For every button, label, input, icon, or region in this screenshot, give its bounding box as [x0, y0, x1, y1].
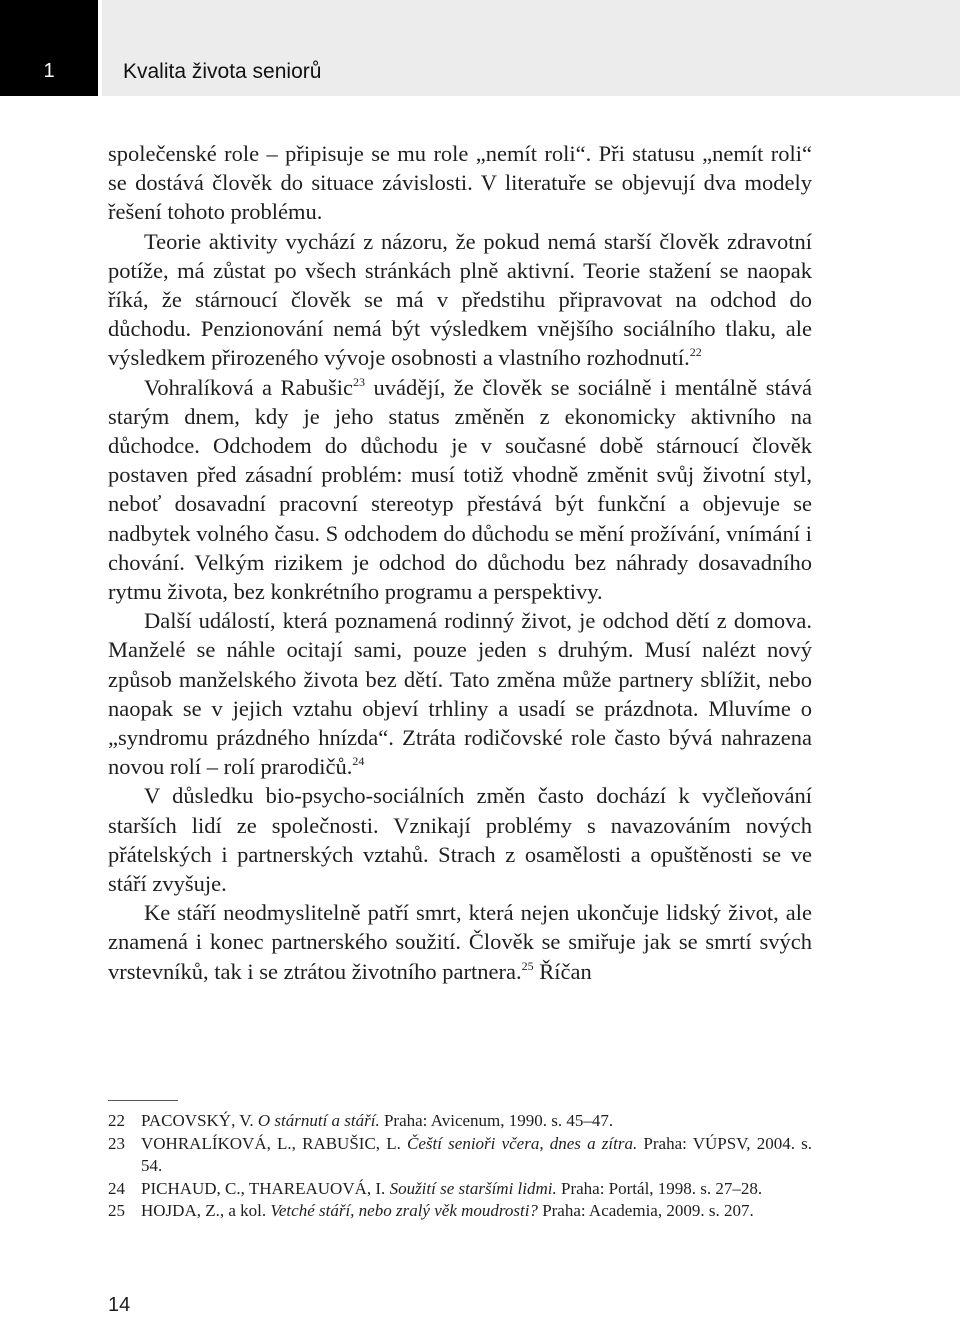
- footnote-number: 24: [108, 1178, 125, 1198]
- footnote-title: Soužití se staršími lidmi.: [389, 1178, 557, 1198]
- paragraph-text: Teorie aktivity vychází z názoru, že pokud nemá starší člověk zdravotní potíže, má zůstat po všech stránkách plně aktivní. Teorie stažení se naopak říká, že stárnoucí člověk se má v předstihu připravovat na odchod do důchodu. Penzionování nemá být výsledkem vnějšího sociálního tlaku, ale výsledkem přirozeného vývoje osobnosti a vlastního rozhodnutí.: [108, 228, 812, 371]
- chapter-title: Kvalita života seniorů: [102, 0, 960, 96]
- paragraph: [108, 898, 812, 986]
- footnote: [108, 1200, 812, 1223]
- footnote-author: VOHRALÍKOVÁ, L., RABUŠIC, L.: [141, 1133, 408, 1153]
- footnote-number: 23: [108, 1133, 125, 1153]
- footnote-title: O stárnutí a stáří.: [257, 1111, 380, 1130]
- paragraph-text: společenské role – připisuje se mu role „nemít roli“. Při statusu „nemít roli“ se dostává člověk do situace závislosti. V literatuře se objevují dva modely řešení tohoto problému.: [108, 141, 812, 225]
- running-header: [0, 0, 960, 96]
- paragraph-text: Další událostí, která poznamená rodinný život, je odchod dětí z domova. Manželé se náhle ocitají sami, pouze jeden s druhým. Musí nalézt nový způsob manželského života bez dětí. Tato změna může partnery sblížit, nebo naopak se v jejich vztahu objeví trhliny a usadí se prázdnota. Mluvíme o „syndromu prázdného hnízda“. Ztráta rodičovské role často bývá nahrazena novou rolí – rolí prarodičů.: [108, 608, 812, 780]
- footnote-ref[interactable]: 22: [689, 345, 702, 360]
- footnote-publication: Praha: Avicenum, 1990. s. 45–47.: [379, 1111, 614, 1130]
- footnote: [108, 1178, 812, 1201]
- footnote-number: 25: [108, 1201, 125, 1220]
- footnote-author: PACOVSKÝ, V.: [141, 1111, 258, 1130]
- footnote-publication: Praha: VÚPSV, 2004. s. 54.: [141, 1133, 813, 1175]
- page-number: 14: [108, 1294, 131, 1316]
- paragraph: [108, 606, 812, 781]
- paragraph: [108, 139, 812, 227]
- footnote-author: HOJDA, Z., a kol.: [141, 1201, 271, 1220]
- footnote-author: PICHAUD, C., THAREAUOVÁ, I.: [141, 1178, 390, 1198]
- body-text: [108, 139, 812, 986]
- footnote-number: 22: [108, 1111, 125, 1130]
- chapter-number: 1: [0, 0, 98, 96]
- paragraph-text: Říčan: [533, 958, 592, 984]
- footnote: [108, 1133, 812, 1178]
- footnote-publication: Praha: Portál, 1998. s. 27–28.: [556, 1178, 763, 1198]
- paragraph-text: Vohralíková a Rabušic: [144, 374, 353, 400]
- paragraph: [108, 227, 812, 373]
- paragraph: [108, 781, 812, 898]
- paragraph-text: Ke stáří neodmyslitelně patří smrt, která nejen ukončuje lidský život, ale znamená i konec partnerského soužití. Člověk se smiřuje jak se smrtí svých vrstevníků, tak i se ztrátou životního partnera.: [108, 900, 812, 984]
- footnote-title: Čeští senioři včera, dnes a zítra.: [407, 1133, 638, 1153]
- footnote-title: Vetché stáří, nebo zralý věk moudrosti?: [270, 1201, 538, 1220]
- footnote-publication: Praha: Academia, 2009. s. 207.: [537, 1201, 754, 1220]
- paragraph-text: uvádějí, že člověk se sociálně i mentálně stává starým dnem, kdy je jeho status změněn z ekonomicky aktivního na důchodce. Odchodem do důchodu je v současné době stárnoucí člověk postaven před zásadní problém: musí totiž vhodně změnit svůj životní styl, neboť dosavadní pracovní stereotyp přestává být funkční a objevuje se nadbytek volného času. S odchodem do důchodu se mění prožívání, vnímání i chování. Velkým rizikem je odchod do důchodu bez náhrady dosavadního rytmu života, bez konkrétního programu a perspektivy.: [108, 374, 812, 605]
- footnote-ref[interactable]: 23: [353, 374, 365, 389]
- footnotes: [108, 1110, 812, 1223]
- paragraph: [108, 373, 812, 607]
- footnote-divider: [108, 1100, 178, 1101]
- footnote-ref[interactable]: 25: [521, 958, 534, 973]
- footnote-ref[interactable]: 24: [352, 754, 365, 769]
- paragraph-text: V důsledku bio-psycho-sociálních změn často dochází k vyčleňování starších lidí ze společnosti. Vznikají problémy s navazováním nových přátelských i partnerských vztahů. Strach z osamělosti a opuštěnosti se ve stáří zvyšuje.: [108, 783, 812, 897]
- footnote: [108, 1110, 812, 1133]
